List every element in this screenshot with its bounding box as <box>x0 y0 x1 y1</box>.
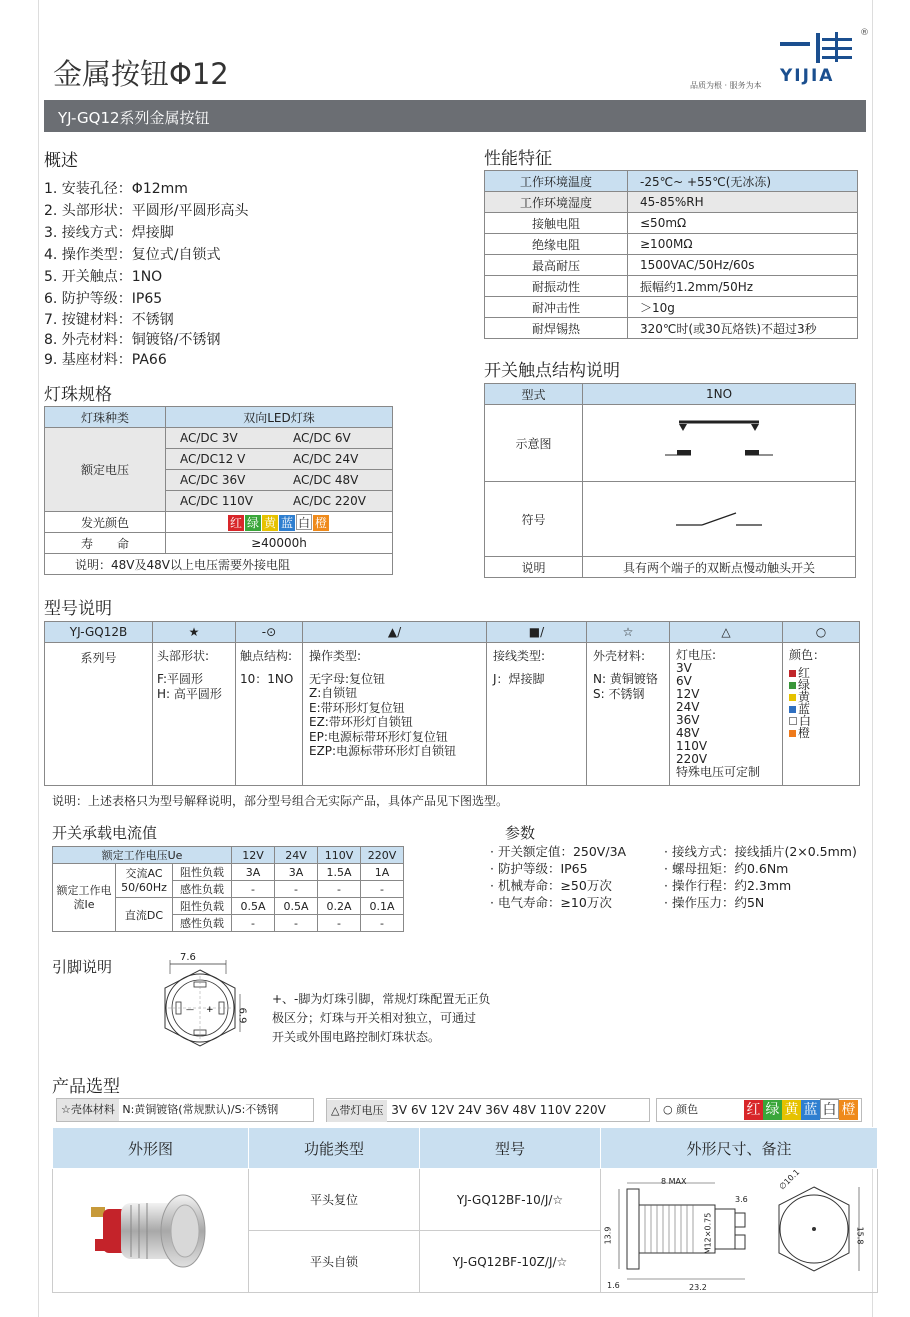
overview-item: 3. 接线方式：焊接脚 <box>44 225 174 241</box>
selection-colors <box>744 1099 858 1120</box>
model-line: 12V <box>676 687 700 701</box>
perf-value: ＞10g <box>628 297 858 318</box>
model-color <box>783 643 860 786</box>
led-note: 说明：48V及48V以上电压需要外接电阻 <box>45 554 393 575</box>
param-item: · 防护等级：IP65 <box>490 861 588 876</box>
contact-symbol-label: 符号 <box>485 482 583 557</box>
selection-function: 平头自锁 <box>249 1231 420 1293</box>
current-load: 阻性负载 <box>173 898 232 915</box>
contact-diagram <box>583 405 856 482</box>
color-chip-orange: 橙 <box>839 1100 858 1120</box>
model-wiring <box>487 643 587 786</box>
current-table: 额定工作电压Ue 12V 24V 110V 220V 额定工作电流Ie 交流AC 50/60Hz 阻性负载 3A 3A 1.5A 1A 感性负载 - - - - 直流DC 阻性负载 0.5A 0.5A 0.2A 0.1A 感性负载 - - - - <box>52 846 404 932</box>
model-line: EZP:电源标带环形灯自锁钮 <box>309 744 457 758</box>
selection-header: 功能类型 <box>249 1128 420 1169</box>
model-header: ★ <box>153 622 236 643</box>
overview-title: 概述 <box>44 151 78 171</box>
color-chip-green: 绿 <box>763 1100 782 1120</box>
param-item: · 电气寿命：≥10万次 <box>490 895 612 910</box>
led-header: 灯珠种类 <box>45 407 166 428</box>
dim-label: 1.6 <box>607 1281 620 1290</box>
model-line: H: 高平圆形 <box>157 687 222 701</box>
current-load: 感性负载 <box>173 915 232 932</box>
model-line: 操作类型: <box>309 649 362 663</box>
slogan: 品质为根 · 服务为本 <box>690 81 762 90</box>
color-chip-blue: 蓝 <box>801 1100 820 1120</box>
model-header: -⊙ <box>236 622 303 643</box>
product-image <box>53 1169 249 1293</box>
perf-label: 耐振动性 <box>485 276 628 297</box>
banner-text: YJ-GQ12系列金属按钮 <box>58 109 210 127</box>
model-line: EZ:带环形灯自锁钮 <box>309 715 413 729</box>
perf-label: 耐冲击性 <box>485 297 628 318</box>
params-right <box>664 843 857 911</box>
dimension-drawing-icon <box>609 1169 869 1289</box>
model-line: E:带环形灯复位钮 <box>309 700 405 715</box>
model-line: EP:电源标带环形灯复位钮 <box>309 729 448 744</box>
current-volt: 24V <box>275 847 318 864</box>
led-volt: AC/DC 48V <box>279 470 393 491</box>
selection-model: YJ-GQ12BF-10Z/J/☆ <box>420 1231 601 1293</box>
dim-label: M12×0.75 <box>703 1212 713 1255</box>
color-item: 蓝 <box>789 703 853 715</box>
model-header: ○ <box>783 622 860 643</box>
perf-label: 接触电阻 <box>485 213 628 234</box>
model-line: 24V <box>676 700 700 714</box>
dim-label: 8 MAX <box>661 1177 687 1186</box>
overview-item: 9. 基座材料：PA66 <box>44 352 167 368</box>
model-shell <box>587 643 670 786</box>
current-dc: 直流DC <box>116 898 173 932</box>
pin-dim-height: 6.9 <box>236 1007 248 1024</box>
page-title: 金属按钮Φ12 <box>53 57 229 91</box>
current-header: 额定工作电压Ue <box>53 847 232 864</box>
color-chip-yellow: 黄 <box>263 515 276 530</box>
perf-value: 45-85%RH <box>628 192 858 213</box>
color-item: 白 <box>789 715 853 727</box>
current-volt: 12V <box>232 847 275 864</box>
reg-mark: ® <box>860 28 869 38</box>
model-line: 无字母:复位钮 <box>309 671 386 686</box>
model-line: F:平圆形 <box>157 672 204 686</box>
param-item: · 螺母扭矩：约0.6Nm <box>664 861 789 876</box>
perf-label: 耐焊锡热 <box>485 318 628 339</box>
contact-symbol <box>583 482 856 557</box>
shell-value: N:黄铜镀铬(常规默认)/S:不锈钢 <box>122 1103 279 1116</box>
svg-text:—: — <box>186 1005 194 1014</box>
selection-table <box>52 1127 878 1293</box>
led-volt: AC/DC 24V <box>279 449 393 470</box>
contact-diagram-label: 示意图 <box>485 405 583 482</box>
model-line: 颜色： <box>789 648 826 662</box>
dim-label: 13.9 <box>603 1226 613 1245</box>
color-item: 橙 <box>789 727 853 739</box>
led-volt-label: 额定电压 <box>45 428 166 512</box>
orange-swatch-icon <box>789 730 796 737</box>
logo-en: YIJIA <box>780 66 835 86</box>
shell-label: ☆壳体材料 <box>57 1099 119 1121</box>
current-load: 阻性负载 <box>173 864 232 881</box>
led-volt: AC/DC 6V <box>279 428 393 449</box>
color-chip-red: 红 <box>229 515 242 530</box>
color-item: 黄 <box>789 691 853 703</box>
color-chip-green: 绿 <box>246 515 259 530</box>
model-line: Z:自锁钮 <box>309 686 358 700</box>
lamp-value: 3V 6V 12V 24V 36V 48V 110V 220V <box>391 1103 606 1117</box>
pin-dim-width: 7.6 <box>180 952 196 963</box>
param-item: · 接线方式：接线插片(2×0.5mm) <box>664 844 857 859</box>
color-chip-yellow: 黄 <box>782 1100 801 1120</box>
perf-label: 工作环境温度 <box>485 171 628 192</box>
current-row-label: 额定工作电流Ie <box>53 864 116 932</box>
led-life: ≥40000h <box>166 533 393 554</box>
model-line: S: 不锈钢 <box>593 687 645 701</box>
button-photo-icon <box>81 1179 221 1279</box>
model-voltage <box>670 643 783 786</box>
color-chip-blue: 蓝 <box>280 515 293 530</box>
model-operation <box>303 643 487 786</box>
yellow-swatch-icon <box>789 694 796 701</box>
perf-label: 绝缘电阻 <box>485 234 628 255</box>
perf-label: 最高耐压 <box>485 255 628 276</box>
model-line: 灯电压: <box>676 648 717 662</box>
model-header: ☆ <box>587 622 670 643</box>
led-header: 双向LED灯珠 <box>166 407 393 428</box>
dimension-drawing <box>601 1169 878 1293</box>
model-line: 6V <box>676 674 692 688</box>
pins-title: 引脚说明 <box>52 958 113 976</box>
overview-item: 6. 防护等级：IP65 <box>44 291 163 307</box>
param-item: · 机械寿命：≥50万次 <box>490 878 612 893</box>
model-note: 说明：上述表格只为型号解释说明，部分型号组合无实际产品，具体产品见下图选型。 <box>52 794 509 808</box>
model-line: 头部形状: <box>157 649 210 663</box>
model-line: 48V <box>676 726 700 740</box>
overview-list <box>44 178 249 370</box>
white-swatch-icon <box>789 717 797 725</box>
contact-title: 开关触点结构说明 <box>484 361 620 381</box>
led-color-label: 发光颜色 <box>45 512 166 533</box>
contact-diagram-icon <box>659 412 779 472</box>
perf-value: 320℃时(或30瓦烙铁)不超过3秒 <box>628 318 858 339</box>
color-chip-white: 白 <box>820 1099 839 1119</box>
overview-item: 5. 开关触点：1NO <box>44 269 163 285</box>
pin-description: +、-脚为灯珠引脚，常规灯珠配置无正负 极区分；灯珠与开关相对独立，可通过 开关或外围电路控制灯珠状态。 <box>272 992 491 1044</box>
perf-value: 1500VAC/50Hz/60s <box>628 255 858 276</box>
led-colors <box>166 512 393 533</box>
param-item: · 操作行程：约2.3mm <box>664 878 792 893</box>
contact-type: 1NO <box>583 384 856 405</box>
perf-value: -25℃~ +55℃(无冰冻) <box>628 171 858 192</box>
model-line: 36V <box>676 713 700 727</box>
current-ac: 交流AC 50/60Hz <box>116 864 173 898</box>
dim-label: 15.8 <box>855 1226 865 1245</box>
lamp-label: △带灯电压 <box>327 1100 387 1122</box>
blue-swatch-icon <box>789 706 796 713</box>
perf-value: 振幅约1.2mm/50Hz <box>628 276 858 297</box>
led-volt: AC/DC 3V <box>166 428 280 449</box>
model-table <box>44 621 860 786</box>
red-swatch-icon <box>789 670 796 677</box>
color-chip-red: 红 <box>744 1100 763 1120</box>
green-swatch-icon <box>789 682 796 689</box>
color-label: ○ 颜色 <box>663 1103 699 1116</box>
color-chip-white: 白 <box>297 515 310 530</box>
lamp-option <box>326 1098 650 1122</box>
params-title: 参数 <box>505 824 536 842</box>
param-item: · 操作压力：约5N <box>664 895 765 910</box>
model-line: 外壳材料: <box>593 649 646 663</box>
switch-symbol-icon <box>674 503 764 533</box>
contact-desc: 具有两个端子的双断点慢动触头开关 <box>583 557 856 578</box>
params-left <box>490 843 626 911</box>
led-volt: AC/DC 36V <box>166 470 280 491</box>
model-line: 220V <box>676 752 708 766</box>
model-series: 系列号 <box>45 643 153 786</box>
model-head-shape <box>153 643 236 786</box>
dim-label: 23.2 <box>689 1283 707 1292</box>
overview-item: 8. 外壳材料：铜镀铬/不锈钢 <box>44 332 221 348</box>
performance-title: 性能特征 <box>484 149 552 169</box>
contact-table <box>484 383 856 578</box>
selection-model: YJ-GQ12BF-10/J/☆ <box>420 1169 601 1231</box>
dim-label: ∅10.1 <box>777 1167 802 1192</box>
led-volt: AC/DC 220V <box>279 491 393 512</box>
model-contact <box>236 643 303 786</box>
model-line: 特殊电压可定制 <box>676 765 761 779</box>
model-title: 型号说明 <box>44 599 112 619</box>
selection-header: 外形尺寸、备注 <box>601 1128 878 1169</box>
model-line: 3V <box>676 661 692 675</box>
color-chip-orange: 橙 <box>314 515 327 530</box>
contact-desc-label: 说明 <box>485 557 583 578</box>
selection-function: 平头复位 <box>249 1169 420 1231</box>
overview-item: 4. 操作类型：复位式/自锁式 <box>44 247 221 263</box>
overview-item: 2. 头部形状：平圆形/平圆形高头 <box>44 203 249 219</box>
selection-title: 产品选型 <box>52 1077 120 1097</box>
model-line: N: 黄铜镀铬 <box>593 672 658 686</box>
shell-option <box>56 1098 314 1122</box>
current-volt: 220V <box>361 847 404 864</box>
led-volt: AC/DC12 V <box>166 449 280 470</box>
param-item: · 开关额定值：250V/3A <box>490 844 627 859</box>
led-life-label: 寿 命 <box>45 533 166 554</box>
perf-value: ≤50mΩ <box>628 213 858 234</box>
model-header: YJ-GQ12B <box>45 622 153 643</box>
perf-value: ≥100MΩ <box>628 234 858 255</box>
overview-item: 7. 按键材料：不锈钢 <box>44 312 174 328</box>
model-header: ▲/ <box>303 622 487 643</box>
led-volt: AC/DC 110V <box>166 491 280 512</box>
model-header: △ <box>670 622 783 643</box>
model-line: 10：1NO <box>240 672 294 686</box>
contact-type-label: 型式 <box>485 384 583 405</box>
led-title: 灯珠规格 <box>44 385 112 405</box>
color-item: 绿 <box>789 679 853 691</box>
current-volt: 110V <box>318 847 361 864</box>
model-line: J：焊接脚 <box>493 672 545 686</box>
svg-text:+: + <box>206 1005 214 1015</box>
current-load: 感性负载 <box>173 881 232 898</box>
performance-table <box>484 170 858 339</box>
overview-item: 1. 安装孔径：Φ12mm <box>44 181 188 197</box>
model-line: 接线类型: <box>493 649 546 663</box>
perf-label: 工作环境湿度 <box>485 192 628 213</box>
banner <box>44 100 866 132</box>
dim-label: 3.6 <box>735 1195 748 1204</box>
color-item: 红 <box>789 667 853 679</box>
selection-header: 型号 <box>420 1128 601 1169</box>
model-line: 110V <box>676 739 708 753</box>
model-line: 触点结构: <box>240 649 293 663</box>
model-header: ■/ <box>487 622 587 643</box>
selection-header: 外形图 <box>53 1128 249 1169</box>
led-table <box>44 406 393 575</box>
current-title: 开关承载电流值 <box>52 824 158 842</box>
